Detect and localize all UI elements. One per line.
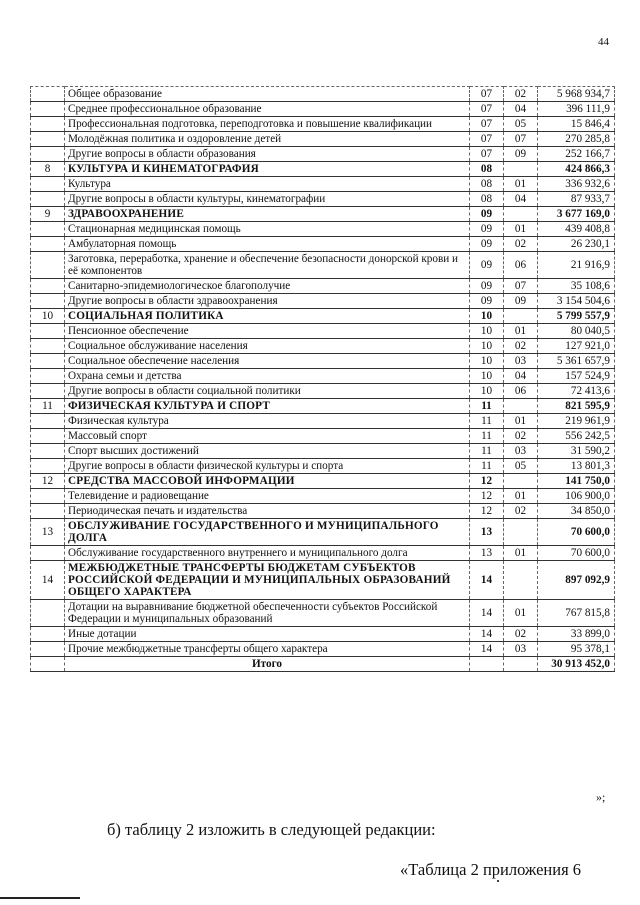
row-amount: 5 968 934,7 — [538, 87, 615, 102]
row-name: МЕЖБЮДЖЕТНЫЕ ТРАНСФЕРТЫ БЮДЖЕТАМ СУБЪЕКТОВ РОССИЙСКОЙ ФЕДЕРАЦИИ И МУНИЦИПАЛЬНЫХ ОБРАЗОВАНИЙ ОБЩЕГО ХАРАКТЕРА — [65, 561, 470, 600]
row-name: Периодическая печать и издательства — [65, 504, 470, 519]
row-amount: 15 846,4 — [538, 117, 615, 132]
row-number — [31, 369, 65, 384]
row-name: Прочие межбюджетные трансферты общего характера — [65, 642, 470, 657]
row-section-code: 07 — [470, 87, 504, 102]
row-number — [31, 117, 65, 132]
row-number — [31, 324, 65, 339]
row-name: Другие вопросы в области физической культуры и спорта — [65, 459, 470, 474]
row-amount: 70 600,0 — [538, 546, 615, 561]
row-section-code: 09 — [470, 237, 504, 252]
row-number — [31, 444, 65, 459]
row-name: Другие вопросы в области социальной политики — [65, 384, 470, 399]
table-row — [31, 354, 615, 369]
row-subsection-code: 02 — [504, 627, 538, 642]
row-number — [31, 504, 65, 519]
row-amount: 5 799 557,9 — [538, 309, 615, 324]
row-name: Обслуживание государственного внутреннего и муниципального долга — [65, 546, 470, 561]
row-section-code: 07 — [470, 102, 504, 117]
row-amount: 127 921,0 — [538, 339, 615, 354]
row-name: Телевидение и радиовещание — [65, 489, 470, 504]
section-row — [31, 474, 615, 489]
row-section-code: 14 — [470, 642, 504, 657]
table-row — [31, 87, 615, 102]
row-subsection-code: 01 — [504, 489, 538, 504]
row-name: ЗДРАВООХРАНЕНИЕ — [65, 207, 470, 222]
row-amount: 5 361 657,9 — [538, 354, 615, 369]
total-amount: 30 913 452,0 — [538, 657, 615, 672]
row-subsection-code — [504, 474, 538, 489]
row-section-code: 10 — [470, 354, 504, 369]
row-section-code: 07 — [470, 147, 504, 162]
row-subsection-code: 01 — [504, 324, 538, 339]
row-subsection-code: 02 — [504, 339, 538, 354]
row-subsection-code — [504, 561, 538, 600]
section-row — [31, 399, 615, 414]
row-subsection-code: 06 — [504, 252, 538, 279]
row-amount: 424 866,3 — [538, 162, 615, 177]
section-row — [31, 519, 615, 546]
row-subsection-code: 01 — [504, 414, 538, 429]
row-amount: 70 600,0 — [538, 519, 615, 546]
row-name: Иные дотации — [65, 627, 470, 642]
row-subsection-code: 03 — [504, 354, 538, 369]
table-row — [31, 102, 615, 117]
row-number — [31, 252, 65, 279]
row-subsection-code: 02 — [504, 504, 538, 519]
row-amount: 270 285,8 — [538, 132, 615, 147]
row-subsection-code: 05 — [504, 459, 538, 474]
row-section-code: 11 — [470, 399, 504, 414]
row-number: 13 — [31, 519, 65, 546]
row-amount: 95 378,1 — [538, 642, 615, 657]
row-number — [31, 429, 65, 444]
section-row — [31, 162, 615, 177]
row-section-code: 14 — [470, 561, 504, 600]
row-name: Общее образование — [65, 87, 470, 102]
row-section-code: 09 — [470, 207, 504, 222]
row-section-code: 10 — [470, 309, 504, 324]
row-name: Стационарная медицинская помощь — [65, 222, 470, 237]
row-section-code: 10 — [470, 339, 504, 354]
row-section-code: 12 — [470, 474, 504, 489]
row-number — [31, 489, 65, 504]
row-number — [31, 642, 65, 657]
section-row — [31, 561, 615, 600]
table-row — [31, 627, 615, 642]
table-row — [31, 294, 615, 309]
row-subsection-code: 04 — [504, 102, 538, 117]
row-subsection-code: 03 — [504, 444, 538, 459]
row-subsection-code: 09 — [504, 147, 538, 162]
row-number — [31, 279, 65, 294]
row-subsection-code: 02 — [504, 87, 538, 102]
section-row — [31, 309, 615, 324]
row-subsection-code: 07 — [504, 132, 538, 147]
row-subsection-code: 01 — [504, 177, 538, 192]
row-number: 14 — [31, 561, 65, 600]
row-section-code: 09 — [470, 252, 504, 279]
row-name: Заготовка, переработка, хранение и обеспечение безопасности донорской крови и её компонентов — [65, 252, 470, 279]
row-name: Социальное обеспечение населения — [65, 354, 470, 369]
row-subsection-code: 04 — [504, 369, 538, 384]
row-number — [31, 459, 65, 474]
row-subsection-code — [504, 309, 538, 324]
table-row — [31, 279, 615, 294]
table-row — [31, 147, 615, 162]
row-amount: 141 750,0 — [538, 474, 615, 489]
row-amount: 80 040,5 — [538, 324, 615, 339]
row-subsection-code: 01 — [504, 546, 538, 561]
row-name: Молодёжная политика и оздоровление детей — [65, 132, 470, 147]
row-section-code: 14 — [470, 600, 504, 627]
budget-table — [30, 86, 615, 672]
total-label: Итого — [65, 657, 470, 672]
row-section-code: 12 — [470, 504, 504, 519]
row-subsection-code: 04 — [504, 192, 538, 207]
row-name: СРЕДСТВА МАССОВОЙ ИНФОРМАЦИИ — [65, 474, 470, 489]
row-amount: 33 899,0 — [538, 627, 615, 642]
row-number — [31, 294, 65, 309]
row-name: Охрана семьи и детства — [65, 369, 470, 384]
row-subsection-code — [504, 519, 538, 546]
row-number — [31, 237, 65, 252]
table-row — [31, 600, 615, 627]
row-amount: 3 677 169,0 — [538, 207, 615, 222]
footer-line — [0, 897, 80, 899]
row-section-code: 12 — [470, 489, 504, 504]
table-row — [31, 252, 615, 279]
row-section-code: 11 — [470, 459, 504, 474]
row-subsection-code: 09 — [504, 294, 538, 309]
row-name: Дотации на выравнивание бюджетной обеспеченности субъектов Российской Федерации и муниципальных образований — [65, 600, 470, 627]
row-section-code: 10 — [470, 384, 504, 399]
total-section-code — [470, 657, 504, 672]
table-row — [31, 237, 615, 252]
row-amount: 439 408,8 — [538, 222, 615, 237]
row-section-code: 07 — [470, 117, 504, 132]
row-name: СОЦИАЛЬНАЯ ПОЛИТИКА — [65, 309, 470, 324]
table-row — [31, 132, 615, 147]
row-section-code: 07 — [470, 132, 504, 147]
row-amount: 897 092,9 — [538, 561, 615, 600]
row-subsection-code — [504, 207, 538, 222]
table-row — [31, 192, 615, 207]
table-row — [31, 504, 615, 519]
row-amount: 3 154 504,6 — [538, 294, 615, 309]
row-number: 10 — [31, 309, 65, 324]
row-subsection-code: 07 — [504, 279, 538, 294]
total-number — [31, 657, 65, 672]
row-section-code: 13 — [470, 519, 504, 546]
table-row — [31, 444, 615, 459]
row-section-code: 09 — [470, 222, 504, 237]
row-section-code: 08 — [470, 177, 504, 192]
row-amount: 556 242,5 — [538, 429, 615, 444]
table-row — [31, 546, 615, 561]
table-row — [31, 459, 615, 474]
row-subsection-code: 03 — [504, 642, 538, 657]
row-name: Другие вопросы в области культуры, кинематографии — [65, 192, 470, 207]
row-number — [31, 147, 65, 162]
row-amount: 106 900,0 — [538, 489, 615, 504]
row-name: Спорт высших достижений — [65, 444, 470, 459]
row-amount: 21 916,9 — [538, 252, 615, 279]
row-name: Культура — [65, 177, 470, 192]
row-number: 12 — [31, 474, 65, 489]
row-number — [31, 627, 65, 642]
row-name: Физическая культура — [65, 414, 470, 429]
row-section-code: 10 — [470, 324, 504, 339]
row-number: 11 — [31, 399, 65, 414]
row-subsection-code: 05 — [504, 117, 538, 132]
table-reference: «Таблица 2 приложения 6 — [400, 860, 582, 879]
table-body — [31, 87, 615, 672]
row-subsection-code: 01 — [504, 600, 538, 627]
total-subsection-code — [504, 657, 538, 672]
row-amount: 219 961,9 — [538, 414, 615, 429]
row-subsection-code — [504, 162, 538, 177]
row-amount: 35 108,6 — [538, 279, 615, 294]
row-name: Амбулаторная помощь — [65, 237, 470, 252]
row-amount: 72 413,6 — [538, 384, 615, 399]
row-section-code: 11 — [470, 414, 504, 429]
table-row — [31, 384, 615, 399]
row-name: Социальное обслуживание населения — [65, 339, 470, 354]
page-number: 44 — [598, 36, 609, 48]
total-row — [31, 657, 615, 672]
row-amount: 13 801,3 — [538, 459, 615, 474]
table-row — [31, 642, 615, 657]
row-number — [31, 87, 65, 102]
section-row — [31, 207, 615, 222]
row-amount: 252 166,7 — [538, 147, 615, 162]
row-number — [31, 414, 65, 429]
row-number — [31, 192, 65, 207]
row-amount: 767 815,8 — [538, 600, 615, 627]
row-name: Другие вопросы в области образования — [65, 147, 470, 162]
row-name: КУЛЬТУРА И КИНЕМАТОГРАФИЯ — [65, 162, 470, 177]
row-section-code: 11 — [470, 444, 504, 459]
row-number — [31, 339, 65, 354]
row-number: 8 — [31, 162, 65, 177]
row-number: 9 — [31, 207, 65, 222]
row-section-code: 08 — [470, 192, 504, 207]
row-section-code: 09 — [470, 279, 504, 294]
row-number — [31, 222, 65, 237]
row-section-code: 08 — [470, 162, 504, 177]
closing-quote: »; — [596, 790, 606, 804]
row-amount: 336 932,6 — [538, 177, 615, 192]
row-section-code: 11 — [470, 429, 504, 444]
paragraph-b: б) таблицу 2 изложить в следующей редакции: — [107, 820, 436, 839]
row-amount: 26 230,1 — [538, 237, 615, 252]
row-section-code: 13 — [470, 546, 504, 561]
row-number — [31, 132, 65, 147]
row-number — [31, 600, 65, 627]
row-amount: 31 590,2 — [538, 444, 615, 459]
row-amount: 34 850,0 — [538, 504, 615, 519]
row-section-code: 09 — [470, 294, 504, 309]
row-name: Массовый спорт — [65, 429, 470, 444]
row-subsection-code: 02 — [504, 237, 538, 252]
row-amount: 396 111,9 — [538, 102, 615, 117]
row-name: Среднее профессиональное образование — [65, 102, 470, 117]
row-name: ОБСЛУЖИВАНИЕ ГОСУДАРСТВЕННОГО И МУНИЦИПАЛЬНОГО ДОЛГА — [65, 519, 470, 546]
row-name: ФИЗИЧЕСКАЯ КУЛЬТУРА И СПОРТ — [65, 399, 470, 414]
table-row — [31, 222, 615, 237]
table-row — [31, 339, 615, 354]
row-amount: 821 595,9 — [538, 399, 615, 414]
row-amount: 157 524,9 — [538, 369, 615, 384]
row-number — [31, 354, 65, 369]
table-row — [31, 414, 615, 429]
row-name: Пенсионное обеспечение — [65, 324, 470, 339]
row-number — [31, 546, 65, 561]
row-number — [31, 384, 65, 399]
row-section-code: 10 — [470, 369, 504, 384]
table-row — [31, 117, 615, 132]
row-name: Профессиональная подготовка, переподготовка и повышение квалификации — [65, 117, 470, 132]
table-row — [31, 324, 615, 339]
row-name: Другие вопросы в области здравоохранения — [65, 294, 470, 309]
row-amount: 87 933,7 — [538, 192, 615, 207]
row-subsection-code: 06 — [504, 384, 538, 399]
table-row — [31, 177, 615, 192]
row-number — [31, 177, 65, 192]
scan-dot — [497, 880, 499, 882]
row-subsection-code: 01 — [504, 222, 538, 237]
row-subsection-code: 02 — [504, 429, 538, 444]
row-subsection-code — [504, 399, 538, 414]
table-row — [31, 429, 615, 444]
table-row — [31, 489, 615, 504]
row-number — [31, 102, 65, 117]
row-name: Санитарно-эпидемиологическое благополучие — [65, 279, 470, 294]
row-section-code: 14 — [470, 627, 504, 642]
table-row — [31, 369, 615, 384]
